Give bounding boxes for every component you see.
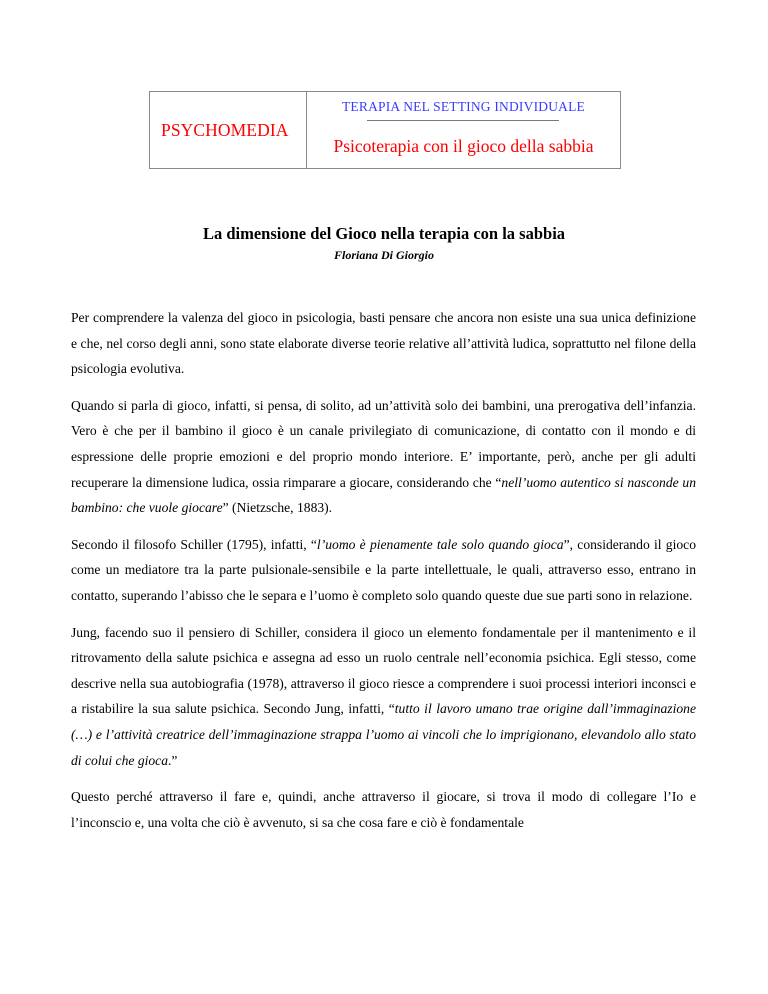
- section-cell: [307, 92, 620, 168]
- paragraph-5: Questo perché attraverso il fare e, quindi, anche attraverso il giocare, si trova il modo di collegare l’Io e l’inconscio e, una volta che ciò è avvenuto, si sa che cosa fare e ciò è fondamentale: [71, 789, 696, 830]
- article-author: Floriana Di Giorgio: [333, 248, 435, 262]
- paragraph-4: Jung, facendo suo il pensiero di Schiller, considera il gioco un elemento fondamentale per il mantenimento e il ritrovamento della salute psichica e assegna ad esso un ruolo centrale nell’economia psichica. Egli stesso, come descrive nella sua autobiografia (1978), attraverso il gioco riesce a comprendere i suoi processi interiori inconsci e a ristabilire la sua salute psichica. Secondo Jung, infatti, “tutto il lavoro umano trae origine dall’immaginazione (…) e l’attività creatrice dell’immaginazione strappa l’uomo ai vincoli che lo imprigionano, elevandolo allo stato di colui che gioca.”: [71, 624, 696, 768]
- brand-cell: [150, 92, 307, 168]
- section-title[interactable]: TERAPIA NEL SETTING INDIVIDUALE: [341, 99, 586, 114]
- article-body: [71, 305, 696, 846]
- brand-name[interactable]: PSYCHOMEDIA: [161, 119, 289, 140]
- paragraph-3: Secondo il filosofo Schiller (1795), infatti, “l’uomo è pienamente tale solo quando gioca”, considerando il gioco come un mediatore tra la parte pulsionale-sensibile e la parte intellettuale, le quali, attraverso esso, entrano in contatto, superando l’abisso che le separa e l’uomo è completo solo quando queste due sue parti sono in relazione.: [71, 536, 696, 603]
- paragraph-2: Quando si parla di gioco, infatti, si pensa, di solito, ad un’attività solo dei bambini, una prerogativa dell’infanzia. Vero è che per il bambino il gioco è un canale privilegiato di comunicazione, di contatto con il mondo e di espressione delle proprie emozioni e del proprio mondo interiore. E’ importante, però, anche per gli adulti recuperare la dimensione ludica, ossia rimparare a giocare, considerando che “nell’uomo autentico si nasconde un bambino: che vuole giocare” (Nietzsche, 1883).: [71, 397, 696, 516]
- subsection-title[interactable]: Psicoterapia con il gioco della sabbia: [333, 136, 594, 156]
- header-banner: [149, 91, 621, 169]
- paragraph-1: Per comprendere la valenza del gioco in psicologia, basti pensare che ancora non esiste una sua unica definizione e che, nel corso degli anni, sono state elaborate diverse teorie relative all’attività ludica, soprattutto nel filone della psicologia evolutiva.: [71, 310, 696, 377]
- quote-jung: tutto il lavoro umano trae origine dall’immaginazione (…) e l’attività creatrice dell’immaginazione strappa l’uomo ai vincoli che lo imprigionano, elevandolo allo stato di colui che gioca: [71, 701, 696, 768]
- article-title: La dimensione del Gioco nella terapia con la sabbia: [202, 224, 566, 243]
- header-divider: [367, 120, 559, 121]
- quote-schiller: l’uomo è pienamente tale solo quando gioca: [316, 536, 564, 552]
- quote-nietzsche: nell’uomo autentico si nasconde un bambino: che vuole giocare: [71, 474, 696, 516]
